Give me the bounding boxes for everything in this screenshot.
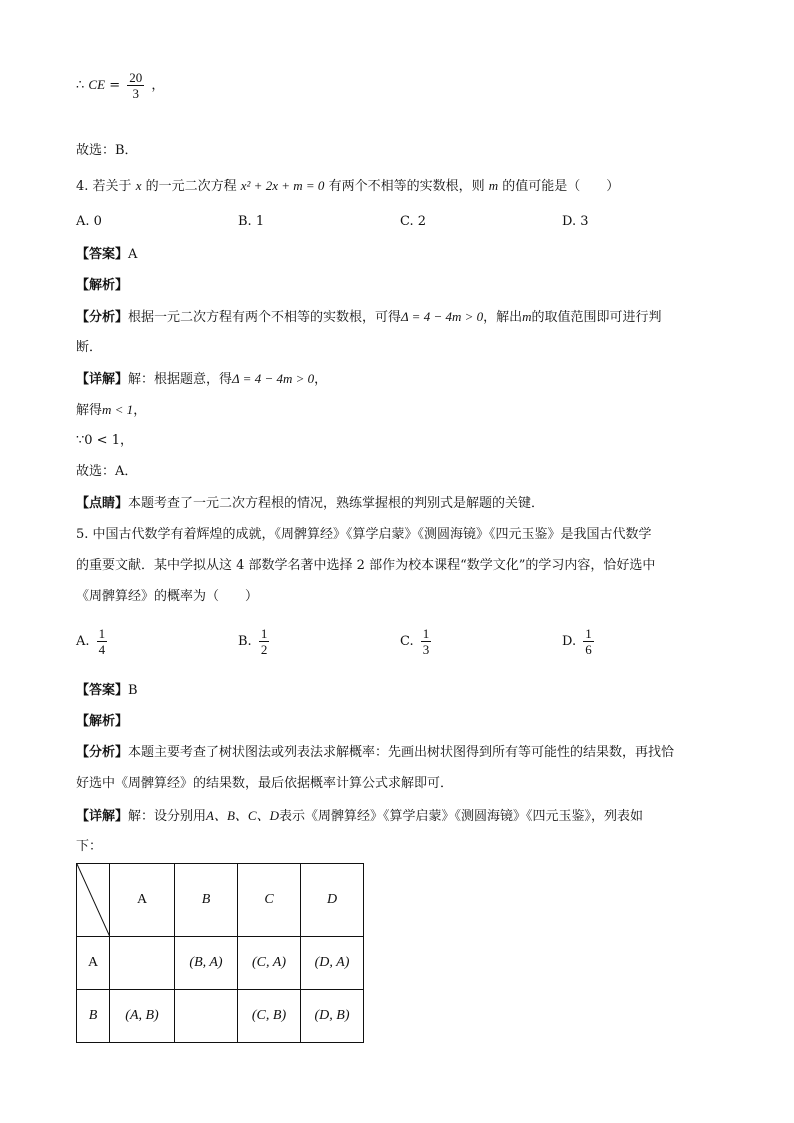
q4-xiangjie bbox=[76, 369, 327, 390]
q5-analysis-heading: 【解析】 bbox=[76, 714, 129, 729]
q5-question-line1: 5. 中国古代数学有着辉煌的成就，《周髀算经》《算学启蒙》《测圆海镜》《四元玉鉴》是我国古代数学 bbox=[76, 527, 652, 542]
q5-option-b bbox=[238, 626, 272, 657]
q4-fenxi-m: m bbox=[522, 309, 532, 324]
table-header-cell: D bbox=[301, 864, 364, 937]
q5-fenxi-line1: 本题主要考查了树状图法或列表法求解概率：先画出树状图得到所有等可能性的结果数，再找恰 bbox=[128, 745, 675, 760]
q4-analysis-heading: 【解析】 bbox=[76, 278, 129, 293]
table-cell: (B, A) bbox=[175, 937, 238, 990]
table-row bbox=[77, 990, 364, 1043]
q4-fenxi-math: Δ = 4 − 4m > 0 bbox=[401, 309, 484, 324]
q4-answer-value: A bbox=[128, 247, 138, 262]
q5-question-line2: 的重要文献．某中学拟从这 4 部数学名著中选择 2 部作为校本课程“数学文化”的学习内容，恰好选中 bbox=[76, 558, 656, 573]
q4-option-b: B. 1 bbox=[238, 214, 265, 229]
q4-m-var: m bbox=[488, 178, 499, 193]
diagonal-line bbox=[77, 864, 110, 937]
q5-fenxi bbox=[76, 743, 674, 763]
q4-fenxi-continued: 断． bbox=[76, 340, 103, 355]
table-cell bbox=[110, 937, 175, 990]
table-header-cell: C bbox=[238, 864, 301, 937]
q5-xiangjie-post: 表示《周髀算经》《算学启蒙》《测圆海镜》《四元玉鉴》，列表如 bbox=[278, 809, 643, 824]
q4-answer bbox=[76, 245, 137, 265]
q4-fenxi-text3: 的取值范围即可进行判 bbox=[531, 310, 662, 325]
q5-xiangjie-continued: 下： bbox=[76, 839, 103, 854]
fraction-denominator: 2 bbox=[260, 642, 268, 657]
table-corner-cell bbox=[77, 864, 110, 937]
table-cell bbox=[175, 990, 238, 1043]
table-row-head: B bbox=[77, 990, 110, 1043]
q4-option-c: C. 2 bbox=[400, 214, 427, 229]
q5-option-b-fraction bbox=[259, 626, 270, 657]
q4-x-var: x bbox=[135, 178, 142, 193]
q5-option-a-fraction bbox=[97, 626, 108, 657]
fraction-denominator: 3 bbox=[422, 642, 430, 657]
q5-fenxi-line2: 好选中《周髀算经》的结果数，最后依据概率计算公式求解即可． bbox=[76, 776, 454, 791]
q5-option-d bbox=[562, 626, 597, 657]
q4-xiangjie-end: ， bbox=[314, 372, 328, 387]
table-cell: (A, B) bbox=[110, 990, 175, 1043]
q5-question-line3: 《周髀算经》的概率为（ ） bbox=[76, 589, 259, 604]
q4-solve-line bbox=[76, 400, 146, 421]
fraction-denominator: 6 bbox=[585, 642, 592, 657]
q4-choose-line: 故选：A． bbox=[76, 464, 138, 479]
q4-fenxi-tag: 【分析】 bbox=[76, 310, 129, 325]
therefore-symbol: ∴ bbox=[76, 78, 85, 93]
q5-option-d-label: D. bbox=[562, 634, 577, 649]
choose-b-line: 故选：B． bbox=[76, 143, 138, 158]
table-row bbox=[77, 937, 364, 990]
q5-option-a-label: A. bbox=[76, 634, 90, 649]
q4-xiangjie-text: 解：根据题意，得 bbox=[128, 372, 233, 387]
q4-xiangjie-tag: 【详解】 bbox=[76, 372, 129, 387]
ce-result-line bbox=[76, 70, 164, 101]
q5-xiangjie-pre: 解：设分别用 bbox=[128, 809, 207, 824]
table-cell: (C, B) bbox=[238, 990, 301, 1043]
fraction-denominator: 4 bbox=[98, 642, 106, 657]
q4-fenxi-text1: 根据一元二次方程有两个不相等的实数根，可得 bbox=[128, 310, 402, 325]
because-symbol: ∵ bbox=[76, 433, 85, 448]
q4-middle2: 有两个不相等的实数根，则 bbox=[328, 179, 485, 194]
q4-option-a: A. 0 bbox=[76, 214, 102, 229]
q5-option-a bbox=[76, 626, 110, 657]
q5-answer-tag: 【答案】 bbox=[76, 683, 129, 698]
probability-table bbox=[76, 863, 364, 1043]
q4-suffix: 的值可能是（ ） bbox=[502, 179, 620, 194]
q5-option-c-label: C. bbox=[400, 634, 414, 649]
q4-solve-text: 解得 bbox=[76, 403, 103, 418]
q4-fenxi-text2: ，解出 bbox=[483, 310, 523, 325]
table-row-head: A bbox=[77, 937, 110, 990]
q4-dianjing-tag: 【点睛】 bbox=[76, 496, 129, 511]
q4-question bbox=[76, 176, 619, 197]
q4-xiangjie-math: Δ = 4 − 4m > 0 bbox=[232, 371, 315, 386]
q4-solve-end: ， bbox=[133, 403, 147, 418]
q5-xiangjie bbox=[76, 806, 643, 827]
q4-fenxi bbox=[76, 307, 662, 328]
q5-option-c bbox=[400, 626, 434, 657]
q5-option-b-label: B. bbox=[238, 634, 252, 649]
q4-equation: x² + 2x + m = 0 bbox=[240, 178, 325, 193]
q4-because-math: 0 < 1 bbox=[84, 433, 120, 448]
ce-label: CE bbox=[88, 77, 106, 92]
q4-because-line bbox=[76, 431, 133, 451]
fraction-numerator: 1 bbox=[260, 626, 268, 641]
q5-answer-value: B bbox=[128, 683, 138, 698]
table-cell: (D, B) bbox=[301, 990, 364, 1043]
table-header-row bbox=[77, 864, 364, 937]
ce-fraction-denominator: 3 bbox=[132, 86, 139, 101]
q4-middle: 的一元二次方程 bbox=[145, 179, 237, 194]
ce-fraction bbox=[127, 70, 144, 101]
q5-option-d-fraction bbox=[583, 626, 594, 657]
table-header-cell: A bbox=[110, 864, 175, 937]
q4-prefix: 4. 若关于 bbox=[76, 179, 132, 194]
q5-fenxi-tag: 【分析】 bbox=[76, 745, 129, 760]
q4-answer-tag: 【答案】 bbox=[76, 247, 129, 262]
ce-fraction-numerator: 20 bbox=[129, 70, 143, 85]
q5-xiangjie-tag: 【详解】 bbox=[76, 809, 129, 824]
q4-option-d: D. 3 bbox=[562, 214, 589, 229]
q4-solve-math: m < 1 bbox=[102, 402, 134, 417]
q5-answer bbox=[76, 681, 138, 701]
q4-dianjing-text: 本题考查了一元二次方程根的情况，熟练掌握根的判别式是解题的关键． bbox=[128, 496, 545, 511]
ce-comma: ， bbox=[151, 78, 165, 93]
fraction-numerator: 1 bbox=[422, 626, 430, 641]
q5-option-c-fraction bbox=[421, 626, 432, 657]
fraction-numerator: 1 bbox=[98, 626, 106, 641]
table-cell: (C, A) bbox=[238, 937, 301, 990]
q4-because-end: ， bbox=[119, 433, 133, 448]
table-header-cell: B bbox=[175, 864, 238, 937]
q5-xiangjie-vars: A、B、C、D bbox=[206, 808, 279, 823]
fraction-numerator: 1 bbox=[585, 626, 592, 641]
table-cell: (D, A) bbox=[301, 937, 364, 990]
equals-sign: = bbox=[109, 78, 125, 93]
q4-dianjing bbox=[76, 494, 544, 514]
